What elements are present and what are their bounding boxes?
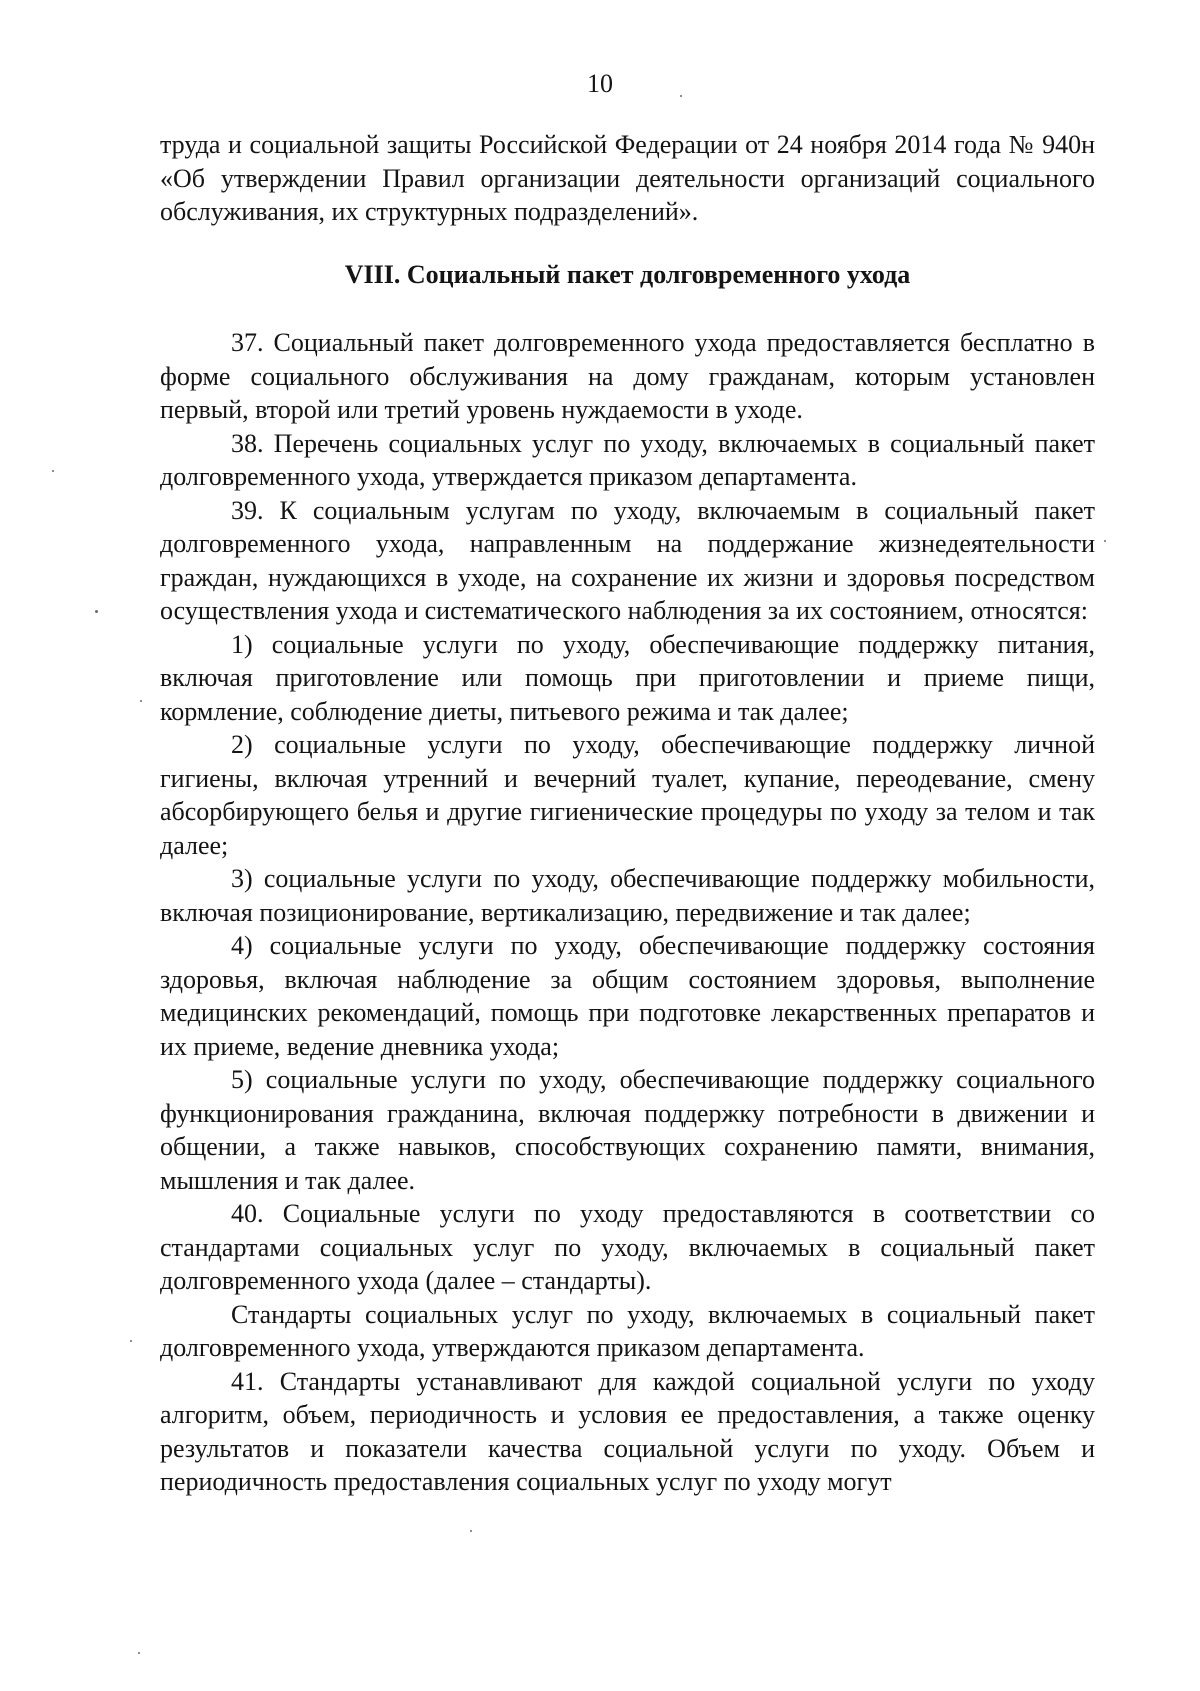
list-item-3: 3) социальные услуги по уходу, обеспечивающие поддержку мобильности, включая позиционирование, вертикализацию, передвижение и так далее; [160, 864, 1095, 927]
paragraph-38: 38. Перечень социальных услуг по уходу, включаемых в социальный пакет долговременного ухода, утверждается приказом департамента. [160, 428, 1095, 491]
list-item-5: 5) социальные услуги по уходу, обеспечивающие поддержку социального функционирования гражданина, включая поддержку потребности в движении и общении, а также навыков, способствующих сохранению памяти, внимания, мышления и так далее. [160, 1065, 1095, 1195]
scan-speck [130, 1340, 132, 1342]
page-number: 10 [587, 69, 613, 98]
continuation-block [160, 128, 1095, 229]
paragraph-39: 39. К социальным услугам по уходу, включаемым в социальный пакет долговременного ухода, направленным на поддержание жизнедеятельности граждан, нуждающихся в уходе, на сохранение их жизни и здоровья посредством осуществления ухода и систематического наблюдения за их состоянием, относятся: [160, 495, 1095, 625]
scan-speck [1104, 540, 1106, 542]
scan-speck [140, 700, 142, 702]
scan-speck [95, 610, 98, 613]
section-heading: VIII. Социальный пакет долговременного ухода [344, 260, 911, 289]
paragraph-standards: Стандарты социальных услуг по уходу, включаемых в социальный пакет долговременного ухода, утверждаются приказом департамента. [160, 1299, 1095, 1362]
section-body [160, 326, 1095, 1499]
scan-speck [138, 1652, 140, 1654]
list-item-1: 1) социальные услуги по уходу, обеспечивающие поддержку питания, включая приготовление или помощь при приготовлении и приеме пищи, кормление, соблюдение диеты, питьевого режима и так далее; [160, 629, 1095, 726]
scan-speck [470, 1530, 472, 1532]
paragraph-41: 41. Стандарты устанавливают для каждой социальной услуги по уходу алгоритм, объем, периодичность и условия ее предоставления, а также оценку результатов и показатели качества социальной услуги по уходу. Объем и периодичность предоставления социальных услуг по уходу могут [160, 1366, 1095, 1496]
list-item-4: 4) социальные услуги по уходу, обеспечивающие поддержку состояния здоровья, включая наблюдение за общим состоянием здоровья, выполнение медицинских рекомендаций, помощь при подготовке лекарственных препаратов и их приеме, ведение дневника ухода; [160, 931, 1095, 1061]
scan-speck [52, 470, 54, 472]
scan-speck [680, 95, 682, 97]
list-item-2: 2) социальные услуги по уходу, обеспечивающие поддержку личной гигиены, включая утренний и вечерний туалет, купание, переодевание, смену абсорбирующего белья и другие гигиенические процедуры по уходу за телом и так далее; [160, 730, 1095, 860]
paragraph-37: 37. Социальный пакет долговременного ухода предоставляется бесплатно в форме социального обслуживания на дому гражданам, которым установлен первый, второй или третий уровень нуждаемости в уходе. [160, 328, 1095, 424]
paragraph-40: 40. Социальные услуги по уходу предоставляются в соответствии со стандартами социальных услуг по уходу, включаемых в социальный пакет долговременного ухода (далее – стандарты). [160, 1199, 1095, 1295]
continuation-paragraph: труда и социальной защиты Российской Федерации от 24 ноября 2014 года № 940н «Об утверждении Правил организации деятельности организаций социального обслуживания, их структурных подразделений». [160, 130, 1095, 226]
